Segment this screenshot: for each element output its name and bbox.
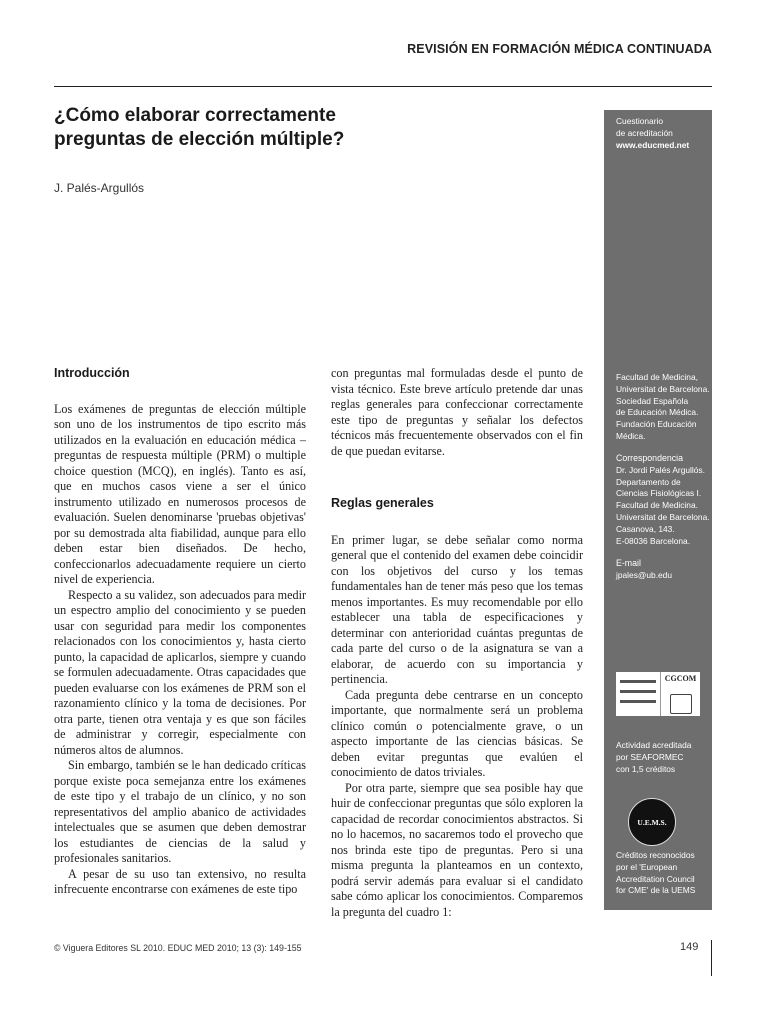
quiz-line-2: de acreditación (616, 127, 673, 138)
intro-paragraph-4: A pesar de su uso tan extensivo, no resulta infrecuente encontrarse con exámenes de este tipo (54, 866, 306, 896)
section-label: REVISIÓN EN FORMACIÓN MÉDICA CONTINUADA (407, 42, 712, 56)
correspondence-line-4: Facultad de Medicina. (616, 500, 698, 511)
seaformec-logo (616, 672, 700, 716)
credits-line-1: Créditos reconocidos (616, 850, 695, 860)
sidebar (604, 110, 712, 910)
accreditation-line-2: por SEAFORMEC (616, 751, 684, 762)
affiliation-line-2: Universitat de Barcelona. (616, 383, 710, 394)
correspondence-line-6: Casanova, 143. (616, 523, 675, 534)
header-divider (54, 86, 712, 87)
correspondence-line-7: E-08036 Barcelona. (616, 535, 691, 546)
correspondence-line-1: Dr. Jordi Palés Argullós. (616, 464, 705, 475)
intro-paragraph-2: Respecto a su validez, son adecuados para medir un espectro amplio del conocimiento y se pueden usar con seguridad para medir los componentes relacionados con los conocimientos y, hasta cierto punto, la capacidad de aplicarlos, siempre y cuando se formulen adecuadamente. Otras capacidades que pueden evaluarse con los exámenes de PRM son el razonamiento clínico y la toma de decisiones. Por otra parte, tienen otra ventaja y es que son fáciles de administrar y corregir, especialmente con números altos de alumnos. (54, 587, 306, 757)
email-block (616, 558, 708, 582)
credits-line-4: for CME' de la UEMS (616, 885, 696, 896)
footer-divider (711, 940, 712, 976)
credits-line-3: Accreditation Council (616, 873, 695, 884)
cgcom-logo-text: CGCOM (664, 674, 697, 683)
affiliation (616, 372, 708, 443)
correspondence-line-5: Universitat de Barcelona. (616, 511, 710, 522)
rules-paragraph-3: Por otra parte, siempre que sea posible hay que huir de confeccionar preguntas que sólo exploren la capacidad de recordar conocimientos abstractos. Si no lo hacemos, no sacaremos todo el provecho que nos brinda este tipo de preguntas. Pero si una misma pregunta la planteamos en un contexto, podrá servir además para evaluar si el candidato sabe cómo aplicar los conocimientos. Comparemos la pregunta del cuadro 1: (331, 780, 583, 919)
article-title (54, 104, 574, 152)
title-line-2: preguntas de elección múltiple? (54, 129, 345, 150)
credits-line-2: por el 'European (616, 861, 678, 872)
page-number: 149 (680, 941, 699, 953)
correspondence-line-3: Ciencias Fisiológicas I. (616, 488, 702, 499)
affiliation-line-1: Facultad de Medicina, (616, 372, 698, 382)
accreditation-line-1: Actividad acreditada (616, 740, 692, 750)
body-column-left (54, 366, 306, 898)
email-link[interactable]: jpales@ub.edu (616, 569, 672, 580)
affiliation-line-3: Sociedad Española (616, 395, 689, 406)
correspondence (616, 453, 708, 547)
affiliation-line-6: Médica. (616, 430, 646, 441)
intro-paragraph-1: Los exámenes de preguntas de elección múltiple son uno de los instrumentos de tipo escrito más utilizados en la evaluación en educación médica –preguntas de respuesta múltiple (PRM) o multiple choice question (MCQ), en inglés). Tanto es así, que en muchos casos viene a ser el único instrumento utilizado en numerosos procesos de evaluación. Suelen denominarse 'pruebas objetivas' por su demostrada alta fiabilidad, aunque para ello deben estar bien diseñados. De hecho, confeccionarlos adecuadamente requiere un cierto nivel de experiencia. (54, 401, 306, 586)
intro-heading: Introducción (54, 366, 130, 380)
intro-paragraph-4-continued: con preguntas mal formuladas desde el punto de vista técnico. Este breve artículo pretende dar unas reglas generales para confeccionar correctamente este tipo de preguntas y señalar los defectos técnicos más frecuentemente observados con el fin de que puedan evitarse. (331, 366, 583, 458)
quiz-link[interactable]: www.educmed.net (616, 139, 690, 150)
quiz-info (616, 116, 708, 151)
seaformec-emblem (616, 672, 661, 716)
quiz-line-1: Cuestionario (616, 116, 664, 126)
correspondence-heading: Correspondencia (616, 453, 683, 463)
uems-logo: U.E.M.S. (628, 798, 676, 846)
intro-paragraph-3: Sin embargo, también se le han dedicado críticas porque existe poca semejanza entre los exámenes de este tipo y el trabajo de un clínico, y no son representativos del amplio abanico de actividades intelectuales que se asumen que deben demostrar los estudiantes de ciencias de la salud y profesionales sanitarios. (54, 758, 306, 865)
rules-heading: Reglas generales (331, 496, 434, 510)
rules-paragraph-1: En primer lugar, se debe señalar como norma general que el contenido del examen debe coincidir con los objetivos del curso y los temas fundamentales han de tener más peso que los temas menos importantes. Es muy recomendable por ello establecer una tabla de especificaciones y determinar con anterioridad cuántas preguntas de cada parte del curso o de la asignatura se van a elaborar, de acuerdo con su importancia y pertinencia. (331, 532, 583, 686)
credits-info (616, 850, 708, 897)
title-line-1: ¿Cómo elaborar correctamente (54, 105, 336, 126)
author-name: J. Palés-Argullós (54, 181, 145, 195)
cgcom-emblem (670, 694, 692, 714)
rules-paragraph-2: Cada pregunta debe centrarse en un concepto importante, que normalmente será un problema clínico común o potencialmente grave, o un aspecto importante de las ciencias básicas. Se deben evitar preguntas que evalúen el conocimiento de datos triviales. (331, 687, 583, 779)
body-column-right (331, 366, 583, 920)
citation: © Viguera Editores SL 2010. EDUC MED 2010; 13 (3): 149-155 (54, 943, 302, 953)
correspondence-line-2: Departamento de (616, 476, 681, 487)
accreditation-info (616, 740, 708, 775)
affiliation-line-5: Fundación Educación (616, 419, 697, 430)
affiliation-line-4: de Educación Médica. (616, 407, 699, 418)
accreditation-line-3: con 1,5 créditos (616, 763, 676, 774)
email-heading: E-mail (616, 558, 641, 568)
